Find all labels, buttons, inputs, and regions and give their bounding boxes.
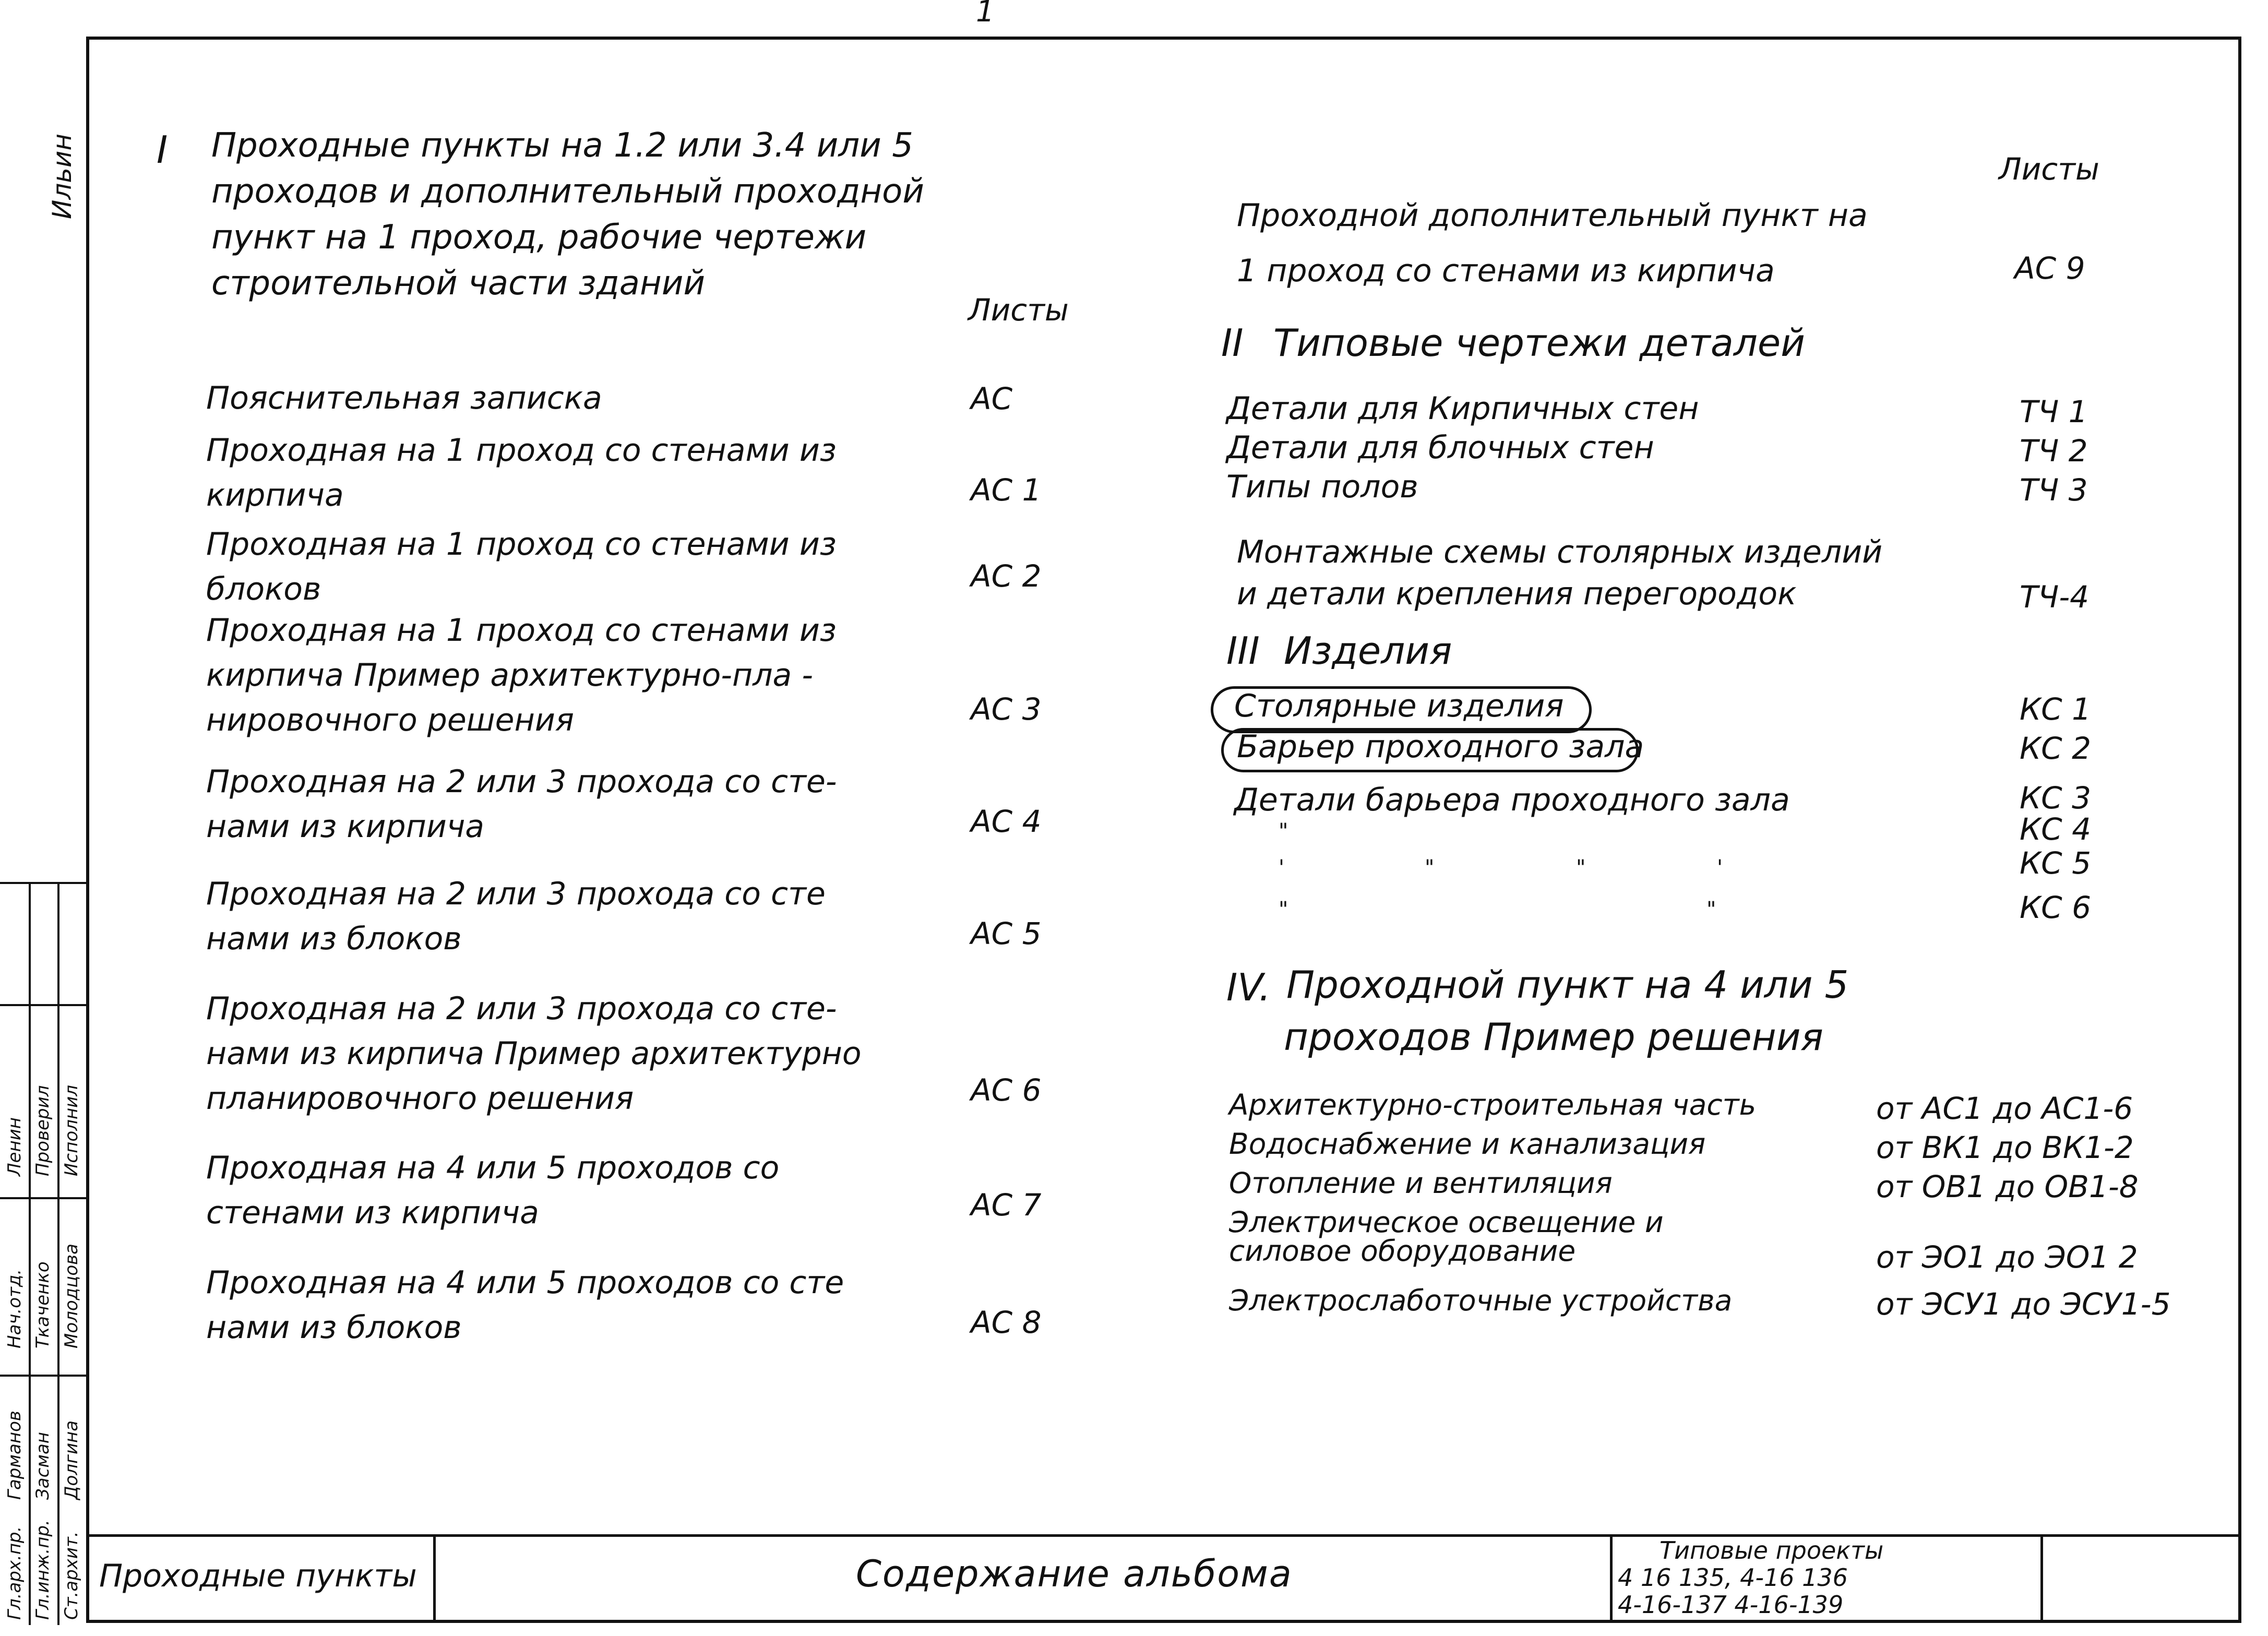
entry-line: Проходная на 4 или 5 проходов со bbox=[206, 1150, 780, 1186]
entry-line: нировочного решения bbox=[206, 702, 574, 738]
section-1-title-line: пункт на 1 проход, рабочие чертежи bbox=[211, 218, 867, 257]
title-block-top-line bbox=[86, 1534, 2241, 1537]
sheet-code: АС 3 bbox=[971, 691, 1042, 727]
sheets-header-left: Листы bbox=[968, 292, 1069, 328]
list-item bbox=[206, 608, 837, 743]
sheet-code: АС 7 bbox=[971, 1187, 1042, 1223]
list-item: Электрослаботочные устройства bbox=[1229, 1284, 1733, 1317]
ditto-mark: ' bbox=[1717, 856, 1723, 880]
side-stamp-name: Засман bbox=[32, 1431, 53, 1500]
list-item: Отопление и вентиляция bbox=[1229, 1166, 1613, 1200]
ditto-mark: " bbox=[1425, 856, 1435, 880]
list-item bbox=[206, 522, 837, 612]
side-stamp-role: Нач.отд. bbox=[4, 1269, 25, 1348]
sheet-range: от ЭО1 до ЭО1 2 bbox=[1876, 1239, 2138, 1275]
sheet-code: АС 1 bbox=[971, 472, 1042, 508]
entry-line: планировочного решения bbox=[206, 1080, 634, 1117]
list-item: Детали барьера проходного зала bbox=[1234, 782, 1790, 818]
list-item bbox=[206, 376, 602, 421]
sheet-code: АС 5 bbox=[971, 916, 1042, 951]
sheet-code: ТЧ 2 bbox=[2020, 433, 2088, 469]
list-item bbox=[206, 759, 837, 849]
section-3-roman: III bbox=[1226, 629, 1260, 673]
section-1-title bbox=[211, 123, 924, 306]
ditto-mark: " bbox=[1279, 898, 1288, 922]
section-4-roman: IV. bbox=[1226, 965, 1271, 1009]
list-item: Электрическое освещение и bbox=[1229, 1205, 1664, 1239]
title-block-divider bbox=[2040, 1534, 2043, 1623]
side-stamp-role: Проверил bbox=[32, 1085, 53, 1176]
list-item: и детали крепления перегородок bbox=[1237, 576, 1797, 612]
title-block-divider bbox=[433, 1534, 436, 1623]
title-block-divider bbox=[1610, 1534, 1613, 1623]
sheet-code: АС 2 bbox=[971, 558, 1042, 594]
sheet-code: ТЧ-4 bbox=[2020, 579, 2090, 615]
side-stamp-name: Долгина bbox=[61, 1420, 82, 1500]
list-item: Столярные изделия bbox=[1234, 688, 1564, 724]
section-1-title-line: строительной части зданий bbox=[211, 264, 706, 303]
side-top-label: Ильин bbox=[47, 133, 77, 219]
entry-line: нами из блоков bbox=[206, 1309, 462, 1346]
sheet-code: КС 5 bbox=[2020, 845, 2092, 881]
list-item: Монтажные схемы столярных изделий bbox=[1237, 534, 1883, 570]
entry-line: стенами из кирпича bbox=[206, 1195, 539, 1231]
title-block-center: Содержание альбома bbox=[856, 1553, 1293, 1595]
entry-line: нами из кирпича bbox=[206, 808, 485, 845]
entry-line: кирпича Пример архитектурно-пла - bbox=[206, 657, 814, 694]
entry-line: блоков bbox=[206, 571, 321, 607]
sheet-code: КС 2 bbox=[2020, 731, 2092, 766]
entry-line: Проходная на 1 проход со стенами из bbox=[206, 432, 837, 469]
list-item bbox=[1237, 193, 1868, 293]
list-item: Типы полов bbox=[1226, 469, 1418, 505]
title-block-left: Проходные пункты bbox=[99, 1558, 417, 1594]
entry-line: Проходная на 1 проход со стенами из bbox=[206, 526, 837, 563]
side-stamp-role: Гл.арх.пр. bbox=[4, 1526, 25, 1620]
sheet-code: ТЧ 1 bbox=[2020, 394, 2088, 429]
sheet-code: АС 8 bbox=[971, 1305, 1042, 1340]
section-1-title-line: Проходные пункты на 1.2 или 3.4 или 5 bbox=[211, 126, 913, 165]
entry-line: кирпича bbox=[206, 477, 344, 514]
list-item: Водоснабжение и канализация bbox=[1229, 1127, 1706, 1161]
sheet-code: АС 9 bbox=[2014, 250, 2085, 286]
entry-line: Пояснительная записка bbox=[206, 380, 602, 416]
sheet-code: КС 4 bbox=[2020, 811, 2092, 847]
sheet-range: от ВК1 до ВК1-2 bbox=[1876, 1130, 2134, 1165]
sheet-code: АС 6 bbox=[971, 1072, 1042, 1108]
entry-line: Проходная на 2 или 3 прохода со сте bbox=[206, 876, 826, 912]
list-item: силовое оборудование bbox=[1229, 1234, 1576, 1268]
list-item bbox=[206, 1260, 844, 1350]
side-stamp bbox=[0, 882, 86, 1625]
section-2-title: Типовые чертежи деталей bbox=[1273, 321, 1805, 365]
sheet-range: от ОВ1 до ОВ1-8 bbox=[1876, 1169, 2139, 1204]
entry-line: Проходная на 4 или 5 проходов со сте bbox=[206, 1264, 844, 1301]
sheet-code: АС bbox=[971, 381, 1013, 416]
section-1-roman: I bbox=[157, 128, 168, 172]
entry-line: нами из кирпича Пример архитектурно bbox=[206, 1035, 862, 1072]
sheet-code: КС 1 bbox=[2020, 691, 2092, 727]
sheet-code: ТЧ 3 bbox=[2020, 472, 2088, 508]
side-stamp-name: Молодцова bbox=[61, 1244, 82, 1348]
section-4-title-line: проходов Пример решения bbox=[1284, 1015, 1823, 1059]
ditto-mark: " bbox=[1279, 819, 1288, 843]
list-item bbox=[206, 871, 826, 961]
side-stamp-name: Ленин bbox=[4, 1117, 25, 1176]
title-block-right-line: 4-16-137 4-16-139 bbox=[1618, 1591, 1844, 1619]
entry-line: нами из блоков bbox=[206, 921, 462, 957]
list-item: Детали для блочных стен bbox=[1226, 429, 1654, 466]
section-4-title-line: Проходной пункт на 4 или 5 bbox=[1286, 963, 1849, 1007]
sheet-code: КС 6 bbox=[2020, 890, 2092, 925]
ditto-mark: " bbox=[1706, 898, 1716, 922]
list-item bbox=[206, 1145, 779, 1235]
side-stamp-role: Исполнил bbox=[61, 1085, 82, 1176]
sheet-code: КС 3 bbox=[2020, 780, 2092, 816]
sheet-range: от ЭСУ1 до ЭСУ1-5 bbox=[1876, 1286, 2171, 1322]
title-block-right-line: Типовые проекты bbox=[1660, 1536, 1884, 1565]
sheets-header-right: Листы bbox=[1999, 151, 2099, 187]
page-number: 1 bbox=[976, 0, 995, 29]
entry-line: Проходная на 2 или 3 прохода со сте- bbox=[206, 990, 837, 1027]
ditto-mark: ' bbox=[1279, 856, 1284, 880]
side-stamp-role: Ст.архит. bbox=[61, 1531, 82, 1620]
ditto-mark: " bbox=[1576, 856, 1586, 880]
list-item: Барьер проходного зала bbox=[1237, 729, 1644, 765]
side-stamp-name: Ткаченко bbox=[32, 1261, 53, 1348]
section-1-title-line: проходов и дополнительный проходной bbox=[211, 172, 924, 211]
entry-line: Проходная на 1 проход со стенами из bbox=[206, 612, 837, 649]
list-item bbox=[206, 428, 837, 518]
entry-line: Проходной дополнительный пункт на bbox=[1237, 197, 1868, 234]
list-item bbox=[206, 986, 862, 1121]
title-block-right-line: 4 16 135, 4-16 136 bbox=[1618, 1563, 1848, 1592]
section-3-title: Изделия bbox=[1284, 629, 1452, 673]
entry-line: 1 проход со стенами из кирпича bbox=[1237, 253, 1775, 289]
section-2-roman: II bbox=[1221, 321, 1244, 365]
list-item: Детали для Кирпичных стен bbox=[1226, 390, 1699, 427]
list-item: Архитектурно-строительная часть bbox=[1229, 1088, 1757, 1121]
side-stamp-name: Гарманов bbox=[4, 1411, 25, 1500]
sheet-range: от АС1 до АС1-6 bbox=[1876, 1091, 2133, 1126]
entry-line: Проходная на 2 или 3 прохода со сте- bbox=[206, 763, 837, 800]
title-block-right bbox=[1618, 1537, 1883, 1618]
side-stamp-role: Гл.инж.пр. bbox=[32, 1520, 53, 1620]
sheet-code: АС 4 bbox=[971, 804, 1042, 839]
